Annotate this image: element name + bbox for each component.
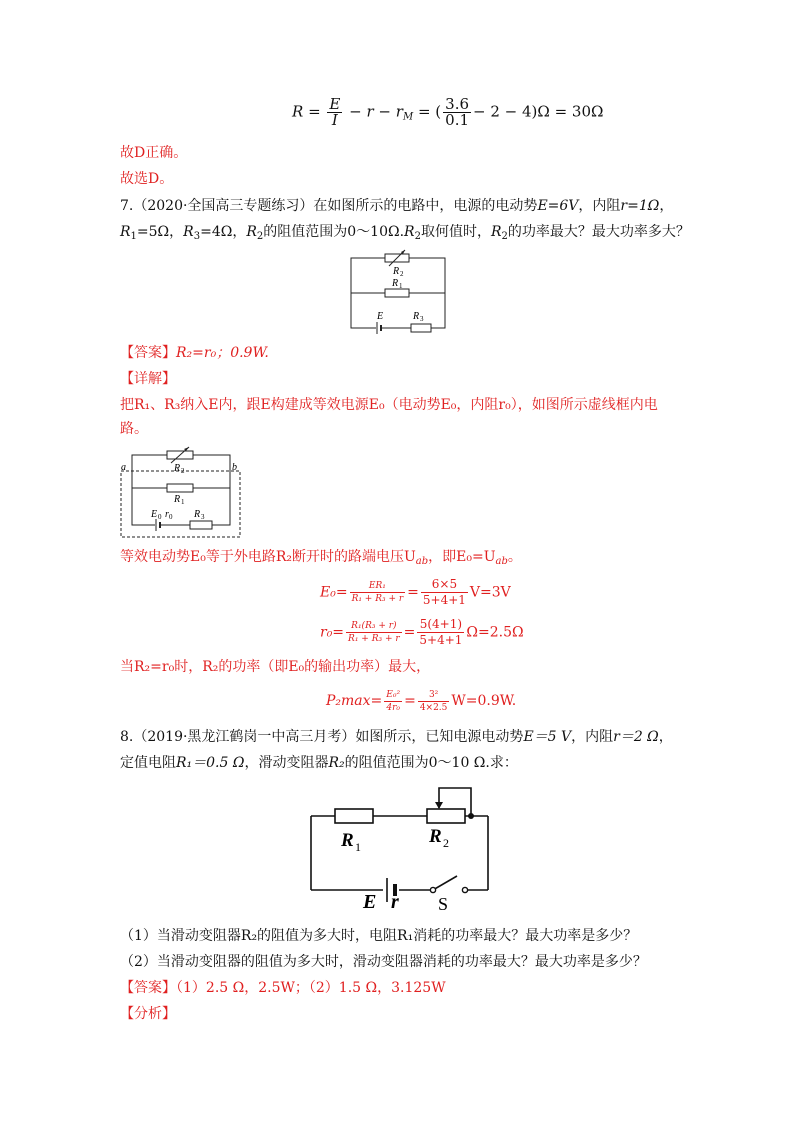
d3-e-label: E [363,891,377,913]
d1-r3-label: R [413,311,420,322]
q7-expl-line2: 等效电动势E₀等于外电路R₂断开时的路端电压$U_{ab}$，即$E_0=U_{ab}$。 [120,549,522,567]
q7-r0-formula: r₀= $\frac{\text{R₁(R₃ + r)}}{\text{R₁ + R₃ + r}}$ = $\frac{5(4+1)}{5+4+1}$ Ω=2.5Ω [320,617,524,647]
eq-lhs: R [292,102,304,121]
q8-sub2: （2）当滑动变阻器的阻值为多大时，滑动变阻器消耗的功率最大？最大功率是多少？ [120,954,647,970]
prev-conclusion-2: 故选D。 [120,171,174,187]
q8-sub1: （1）当滑动变阻器R₂的阻值为多大时，电阻R₁消耗的功率最大？最大功率是多少？ [120,928,638,944]
d1-e-label: E [377,311,384,322]
d2-b-label: b [232,462,237,473]
d2-r3-label: R [194,509,201,520]
q7-line2: $R_1=5\Omega$，$R_3=4\Omega$，$R_2$的阻值范围为$0\sim 10\Omega.R_2$取何值时，$R_2$的功率最大？最大功率多大？ [120,224,690,242]
d2-r0-label: r [165,509,169,520]
circuit-diagram-q7-equivalent [118,444,244,540]
d3-switch-label: S [438,894,449,914]
d1-r2-label: R [393,266,400,277]
prev-conclusion-1: 故D正确。 [120,145,188,161]
q7-answer: 【答案】R₂=r₀；0.9W. [120,345,269,361]
q7-expl-line1: 把R₁、R₃纳入E内，跟E构建成等效电源E₀（电动势E₀，内阻r₀），如图所示虚线框内电 [120,397,658,413]
svg-text:1: 1 [181,498,185,506]
q7-e0-formula: E₀= $\frac{\text{ER₁}}{\text{R₁ + R₃ + r}}$ = $\frac{6\times 5}{5+4+1}$ V=3V [320,577,511,607]
q7-expl-line1b: 路。 [120,421,148,437]
d2-a-label: a [121,462,126,473]
svg-text:3: 3 [201,513,205,521]
circuit-diagram-q7 [345,248,455,334]
d3-r2-label: R [429,826,442,847]
q8-line1: 8.（2019·黑龙江鹤岗一中高三月考）如图所示，已知电源电动势E＝5 V，内阻r＝2 Ω， [120,729,673,745]
q7-line1: 7.（2020·全国高三专题练习）在如图所示的电路中，电源的电动势E=6V，内阻r=1Ω， [120,198,674,214]
svg-text:1: 1 [355,840,361,854]
q8-line2: 定值电阻R₁＝0.5 Ω，滑动变阻器R₂的阻值范围为0～10 Ω.求： [120,755,518,771]
q7-expl-line3: 当R₂=r₀时，R₂的功率（即E₀的输出功率）最大， [120,659,431,675]
svg-text:2: 2 [400,270,404,278]
q8-answer: 【答案】（1）2.5 Ω，2.5W；（2）1.5 Ω，3.125W [120,980,446,996]
circuit-diagram-q8 [305,782,497,916]
answer-tag: 【答案】 [120,980,176,996]
top-equation: R = $\frac{E}{I}$ − $r - r_M$ = ( $\frac{3.6}{0.1}$ − 2 − 4)Ω = 30Ω [292,95,604,129]
svg-text:0: 0 [158,513,162,521]
eq-frac-num: $\frac{3.6}{0.1}$ [445,95,470,129]
q8-analysis-tag: 【分析】 [120,1006,176,1022]
answer-tag: 【答案】 [120,345,176,361]
d2-r1-label: R [174,494,181,505]
svg-text:2: 2 [181,467,185,475]
eq-frac-ei: $\frac{E}{I}$ [329,95,341,129]
d1-r1-label: R [392,278,399,289]
q7-detail-tag: 【详解】 [120,371,176,387]
svg-text:3: 3 [420,315,424,323]
q7-power-formula: P₂max= $\frac{\text{E₀²}}{\text{4r₀}}$ = $\frac{\text{3²}}{4\times 2.5}$ W=0.9W. [326,689,517,713]
d2-r2-label: R [174,463,181,474]
d2-e0-label: E [151,509,158,520]
d3-r1-label: R [341,830,354,851]
svg-text:1: 1 [399,282,403,290]
svg-text:2: 2 [443,836,449,850]
d3-r-label: r [391,891,399,913]
svg-text:0: 0 [169,513,173,521]
